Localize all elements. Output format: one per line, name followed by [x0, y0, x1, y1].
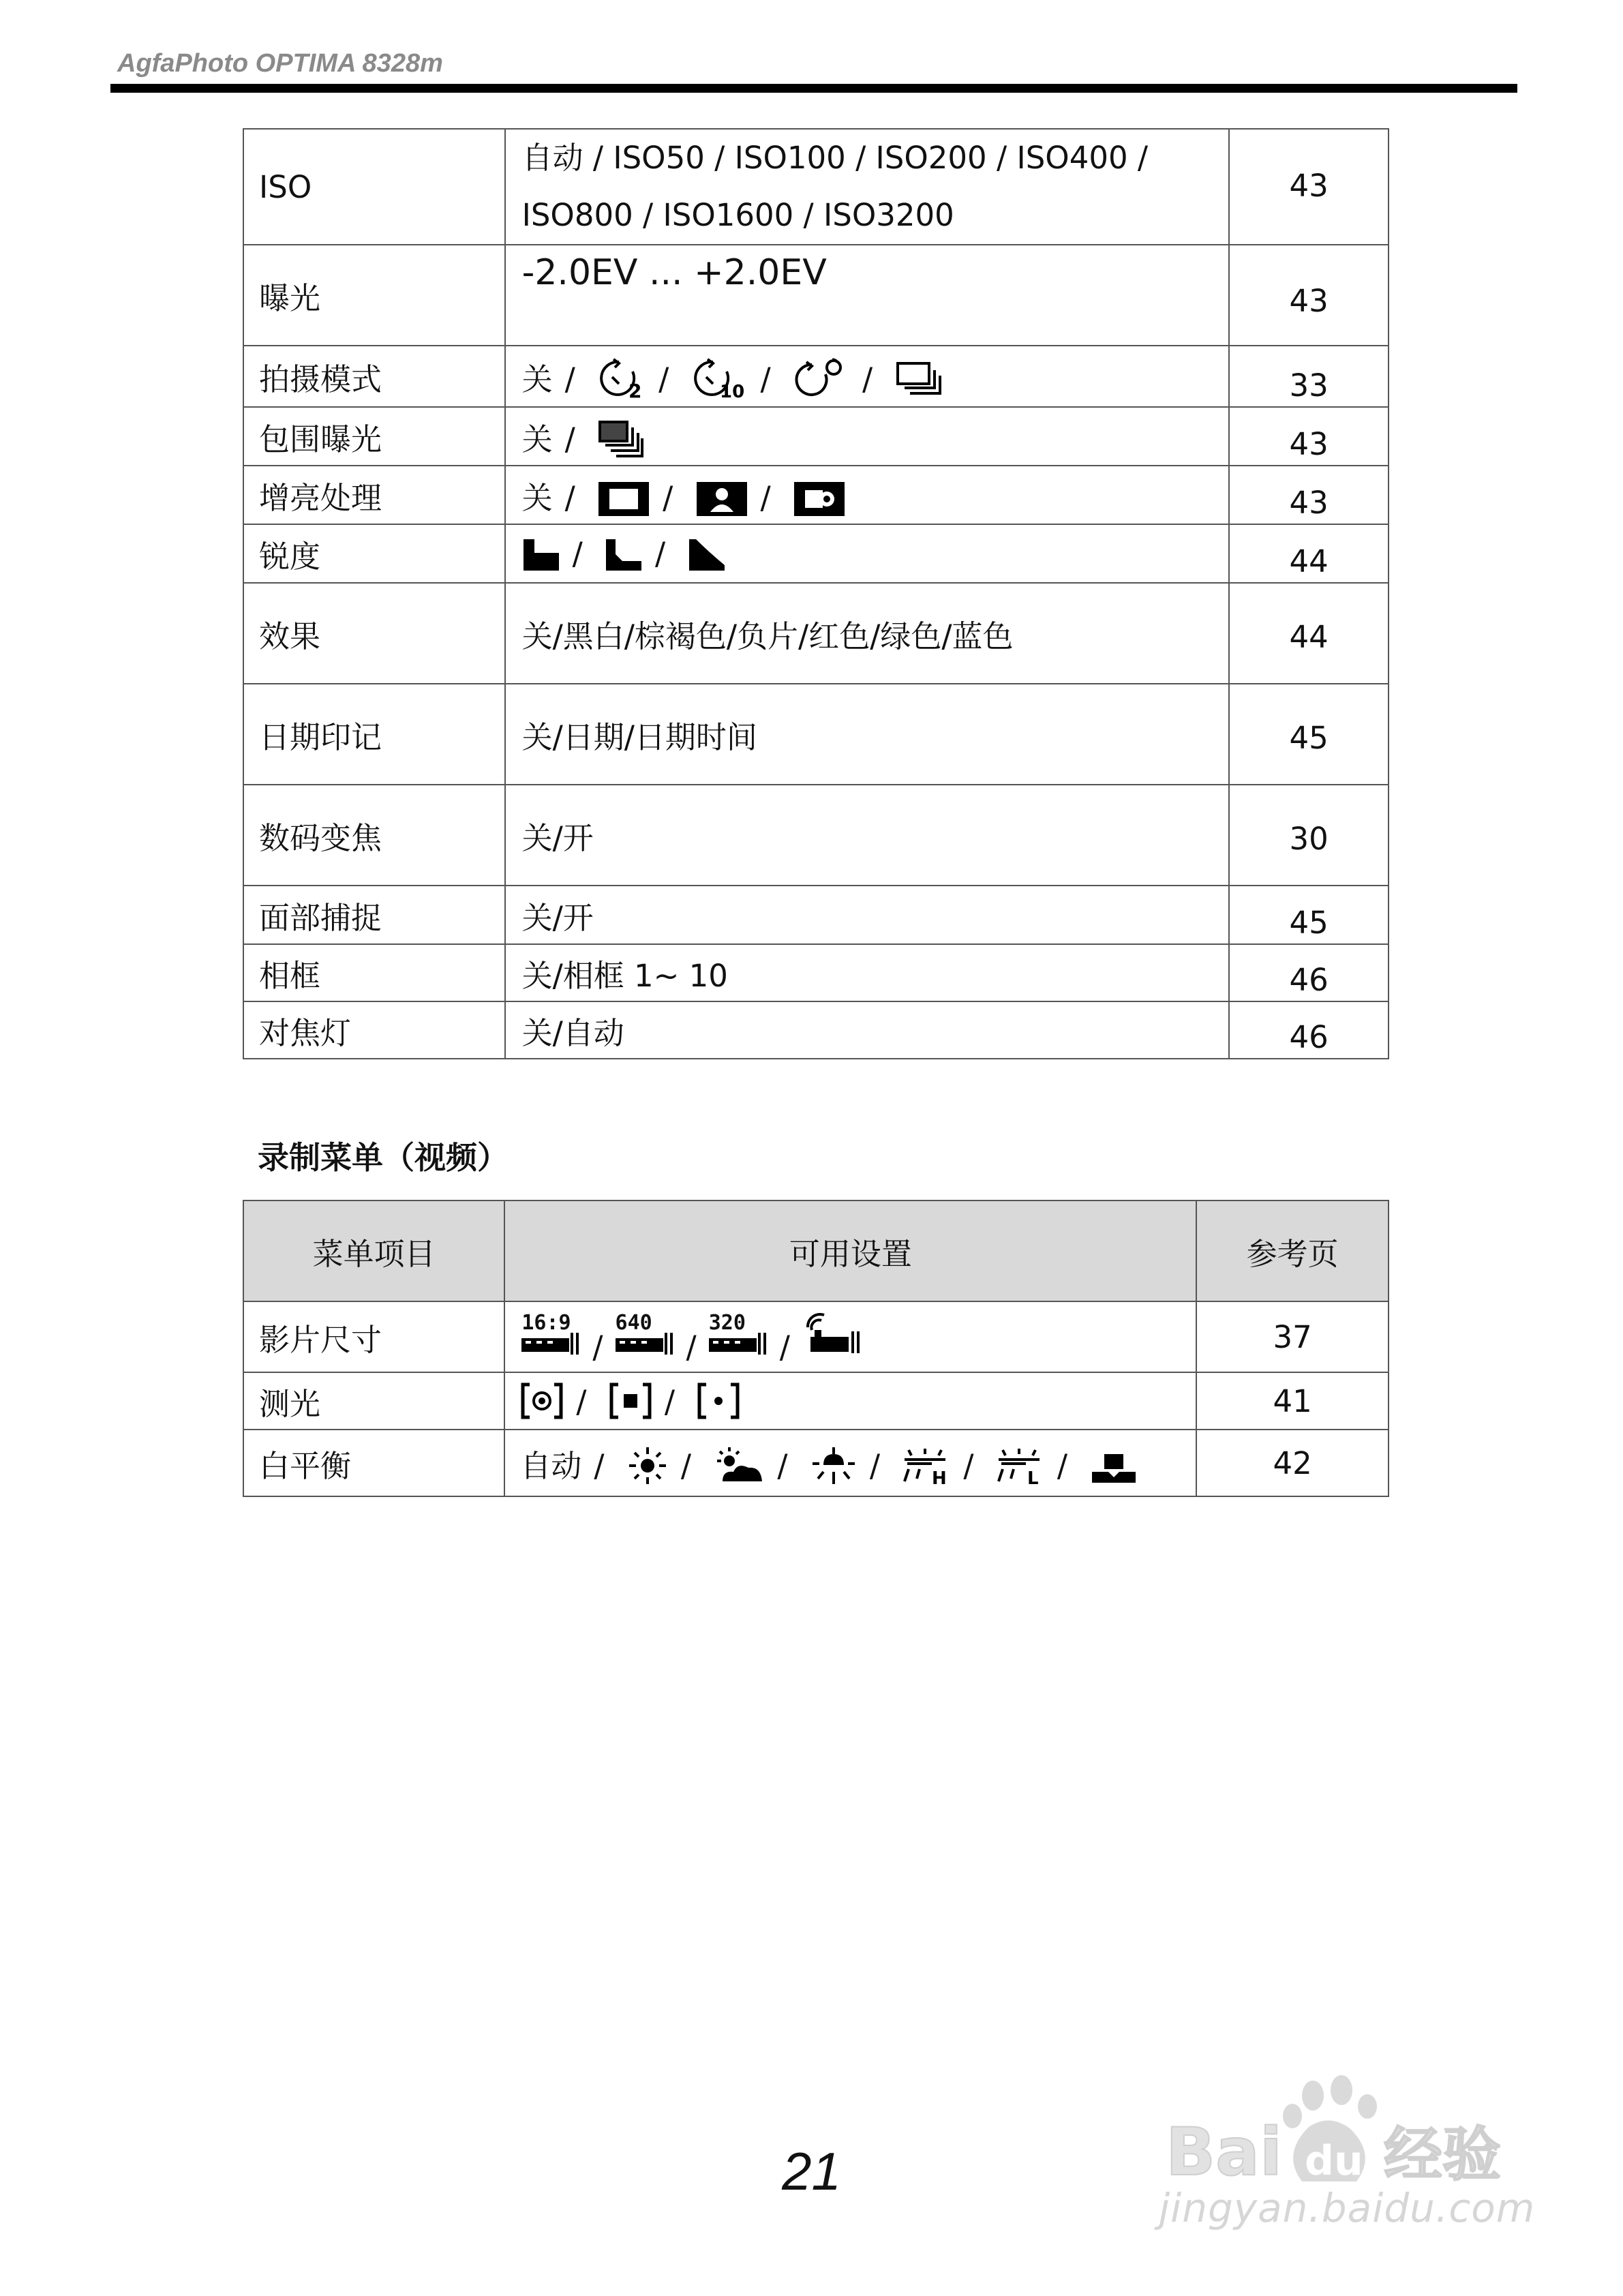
table-header-row	[243, 1200, 1389, 1301]
item-cell: 测光	[243, 1372, 504, 1430]
item-cell: 对焦灯	[243, 1001, 505, 1059]
separator: /	[779, 1329, 790, 1365]
options-cell	[504, 1301, 1196, 1372]
page-cell: 42	[1196, 1430, 1389, 1496]
svg-text:L: L	[1027, 1468, 1039, 1485]
options-cell: -2.0EV ... +2.0EV	[505, 245, 1230, 346]
separator: /	[869, 1447, 881, 1484]
separator: /	[564, 479, 575, 516]
table-row	[243, 524, 1389, 583]
table-row	[243, 1372, 1389, 1430]
options-cell: 关/开	[505, 886, 1230, 944]
table-row	[243, 886, 1389, 944]
sharpness-soft-icon	[688, 538, 726, 572]
table-row	[243, 583, 1389, 684]
options-cell: 关/开	[505, 785, 1230, 886]
page-cell: 43	[1229, 129, 1389, 245]
film-strip-icon	[520, 1314, 581, 1356]
separator: /	[777, 1447, 788, 1484]
page-cell: 43	[1229, 245, 1389, 346]
metering-center-icon	[520, 1382, 564, 1420]
separator: /	[862, 361, 873, 397]
options-line: 自动 / ISO50 / ISO100 / ISO200 / ISO400 /	[521, 140, 1149, 176]
double-self-timer-icon	[793, 357, 850, 399]
separator: /	[658, 361, 669, 397]
icon-label: 320	[708, 1310, 746, 1335]
column-header: 菜单项目	[243, 1200, 504, 1301]
separator: /	[664, 1384, 676, 1420]
movie-web-icon	[801, 1311, 862, 1356]
page-cell: 33	[1229, 346, 1389, 407]
separator: /	[655, 535, 666, 572]
continuous-shot-icon	[895, 361, 944, 399]
movie-320-icon	[708, 1310, 769, 1356]
options-cell	[505, 407, 1230, 466]
wb-custom-icon	[1089, 1451, 1138, 1485]
svg-text:2: 2	[628, 379, 642, 399]
wb-fluorescent-l-icon	[996, 1446, 1045, 1485]
enhance-backlight-icon	[793, 481, 846, 517]
photo-menu-table	[243, 128, 1389, 1059]
options-cell: 关/相框 1~ 10	[505, 944, 1230, 1001]
item-cell: 相框	[243, 944, 505, 1001]
options-cell	[504, 1430, 1196, 1496]
table-row	[243, 466, 1389, 524]
options-cell	[505, 524, 1230, 583]
separator: /	[592, 1329, 603, 1365]
page-cell: 37	[1196, 1301, 1389, 1372]
column-header: 可用设置	[504, 1200, 1196, 1301]
separator: /	[594, 1447, 605, 1484]
table-row	[243, 1301, 1389, 1372]
options-cell: 关/日期/日期时间	[505, 684, 1230, 785]
table-row	[243, 684, 1389, 785]
page-cell: 30	[1229, 785, 1389, 886]
item-cell: 锐度	[243, 524, 505, 583]
item-cell: 曝光	[243, 245, 505, 346]
options-cell	[504, 1372, 1196, 1430]
separator: /	[680, 1447, 692, 1484]
page-number: 21	[782, 2141, 841, 2201]
table-row	[243, 1430, 1389, 1496]
options-line: ISO800 / ISO1600 / ISO3200	[521, 197, 954, 233]
movie-16x9-icon	[520, 1310, 581, 1356]
header-title: AgfaPhoto OPTIMA 8328m	[117, 49, 443, 78]
item-cell: 日期印记	[243, 684, 505, 785]
separator: /	[564, 421, 575, 457]
film-strip-icon	[614, 1314, 676, 1356]
option-off: 关	[521, 361, 553, 397]
self-timer-2s-icon	[597, 357, 646, 399]
section-title: 录制菜单（视频）	[258, 1139, 509, 1176]
separator: /	[572, 535, 583, 572]
separator: /	[760, 361, 771, 397]
movie-size-icons	[520, 1310, 862, 1365]
film-strip-icon	[708, 1314, 769, 1356]
metering-spot-icon	[697, 1382, 740, 1420]
metering-average-icon	[609, 1382, 652, 1420]
watermark-url: jingyan.baidu.com	[1159, 2185, 1536, 2231]
table-row	[243, 407, 1389, 466]
icon-label: 640	[615, 1310, 652, 1335]
enhance-portrait-icon	[695, 481, 748, 517]
separator: /	[576, 1384, 587, 1420]
wb-incandescent-icon	[810, 1446, 858, 1485]
movie-640-icon	[614, 1310, 676, 1356]
item-cell: 影片尺寸	[243, 1301, 504, 1372]
item-cell: 面部捕捉	[243, 886, 505, 944]
sharpness-hard-icon	[522, 538, 560, 572]
table-row	[243, 129, 1389, 245]
sharpness-normal-icon	[605, 538, 643, 572]
table-row	[243, 944, 1389, 1001]
separator: /	[760, 479, 771, 516]
item-cell: 拍摄模式	[243, 346, 505, 407]
page-cell: 44	[1229, 583, 1389, 684]
svg-text:10: 10	[719, 381, 744, 399]
separator: /	[564, 361, 575, 397]
options-cell	[505, 346, 1230, 407]
item-cell: 增亮处理	[243, 466, 505, 524]
options-cell	[505, 129, 1230, 245]
wb-cloudy-icon	[713, 1446, 765, 1485]
item-cell: 数码变焦	[243, 785, 505, 886]
page-cell: 46	[1229, 1001, 1389, 1059]
table-row	[243, 1001, 1389, 1059]
separator: /	[686, 1329, 697, 1365]
page-cell: 44	[1229, 524, 1389, 583]
page-cell: 45	[1229, 886, 1389, 944]
bracketing-icon	[597, 419, 645, 459]
table-row	[243, 245, 1389, 346]
options-cell: 关/自动	[505, 1001, 1230, 1059]
table-row	[243, 785, 1389, 886]
table-row	[243, 346, 1389, 407]
self-timer-10s-icon	[691, 357, 748, 399]
enhance-standard-icon	[597, 481, 650, 517]
page-cell: 46	[1229, 944, 1389, 1001]
column-header: 参考页	[1196, 1200, 1389, 1301]
video-menu-table	[243, 1200, 1389, 1497]
svg-text:H: H	[932, 1468, 947, 1485]
item-cell: ISO	[243, 129, 505, 245]
separator: /	[963, 1447, 974, 1484]
item-cell: 白平衡	[243, 1430, 504, 1496]
wb-fluorescent-h-icon	[902, 1446, 951, 1485]
separator: /	[1057, 1447, 1067, 1484]
item-cell: 效果	[243, 583, 505, 684]
options-cell: 关/黑白/棕褐色/负片/红色/绿色/蓝色	[505, 583, 1230, 684]
options-cell	[505, 466, 1230, 524]
page-cell: 41	[1196, 1372, 1389, 1430]
svg-text:经验: 经验	[1384, 2121, 1501, 2189]
item-cell: 包围曝光	[243, 407, 505, 466]
option-auto: 自动	[520, 1447, 582, 1484]
svg-text:du: du	[1305, 2137, 1363, 2185]
option-off: 关	[521, 479, 553, 516]
wb-daylight-icon	[626, 1446, 669, 1485]
header-rule	[110, 84, 1517, 93]
icon-label: 16:9	[521, 1310, 571, 1335]
page-cell: 43	[1229, 407, 1389, 466]
page-cell: 45	[1229, 684, 1389, 785]
option-off: 关	[521, 421, 553, 457]
svg-text:Bai: Bai	[1166, 2114, 1282, 2190]
separator: /	[663, 479, 673, 516]
page-cell: 43	[1229, 466, 1389, 524]
